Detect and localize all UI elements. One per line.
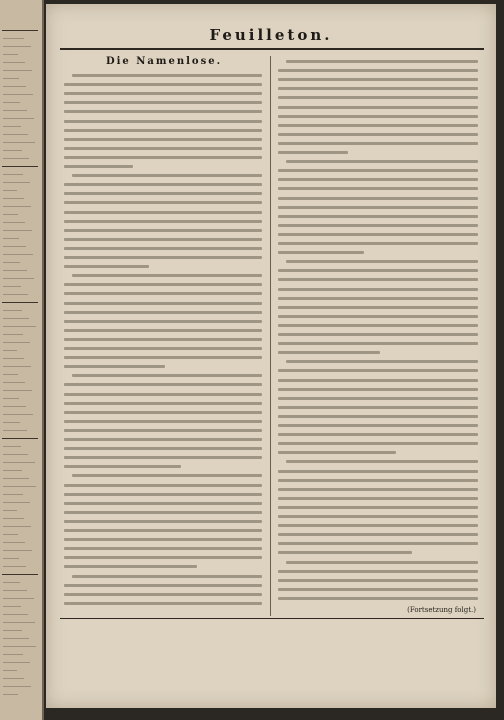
- text-line-placeholder: [278, 233, 478, 236]
- binding-text-fragment: [3, 694, 18, 695]
- binding-text-fragment: [3, 142, 35, 143]
- text-line-placeholder: [64, 438, 262, 441]
- text-line-placeholder: [64, 247, 262, 250]
- binding-text-fragment: [3, 446, 21, 447]
- binding-text-fragment: [3, 398, 19, 399]
- text-line-placeholder: [64, 292, 262, 295]
- text-line-placeholder: [64, 447, 262, 450]
- text-line-placeholder: [72, 374, 262, 377]
- binding-text-fragment: [3, 558, 19, 559]
- binding-text-fragment: [3, 646, 36, 647]
- binding-text-fragment: [3, 126, 21, 127]
- text-line-placeholder: [64, 120, 262, 123]
- text-line-placeholder: [278, 297, 478, 300]
- text-line-placeholder: [278, 224, 478, 227]
- text-line-placeholder: [64, 211, 262, 214]
- binding-text-fragment: [3, 286, 21, 287]
- text-line-placeholder: [64, 565, 197, 568]
- text-line-placeholder: [278, 269, 478, 272]
- binding-text-fragment: [3, 638, 29, 639]
- text-line-placeholder: [64, 311, 262, 314]
- text-line-placeholder: [278, 424, 478, 427]
- binding-text-fragment: [3, 582, 20, 583]
- text-line-placeholder: [64, 465, 181, 468]
- bound-volume-left-edge: [0, 0, 44, 720]
- text-line-placeholder: [64, 383, 262, 386]
- binding-text-fragment: [3, 270, 27, 271]
- text-line-placeholder: [64, 83, 262, 86]
- text-line-placeholder: [278, 497, 478, 500]
- binding-text-fragment: [3, 518, 24, 519]
- text-line-placeholder: [278, 178, 478, 181]
- text-line-placeholder: [278, 288, 478, 291]
- text-line-placeholder: [278, 524, 478, 527]
- binding-text-fragment: [3, 670, 17, 671]
- text-line-placeholder: [278, 115, 478, 118]
- section-heading: Feuilleton.: [209, 26, 333, 44]
- text-line-placeholder: [286, 60, 478, 63]
- text-line-placeholder: [64, 110, 262, 113]
- text-line-placeholder: [64, 92, 262, 95]
- binding-text-fragment: [3, 222, 25, 223]
- binding-text-fragment: [3, 478, 29, 479]
- text-line-placeholder: [278, 306, 478, 309]
- text-line-placeholder: [64, 165, 133, 168]
- column-divider: [270, 56, 271, 616]
- binding-text-fragment: [3, 566, 26, 567]
- binding-text-fragment: [3, 502, 30, 503]
- text-line-placeholder: [278, 215, 478, 218]
- text-line-placeholder: [278, 351, 380, 354]
- text-line-placeholder: [64, 156, 262, 159]
- binding-text-fragment: [2, 438, 38, 439]
- binding-text-fragment: [3, 334, 23, 335]
- text-line-placeholder: [64, 265, 149, 268]
- text-line-placeholder: [64, 320, 262, 323]
- binding-text-fragment: [3, 430, 27, 431]
- text-line-placeholder: [278, 533, 478, 536]
- binding-text-fragment: [3, 102, 20, 103]
- text-line-placeholder: [278, 151, 348, 154]
- text-line-placeholder: [278, 278, 478, 281]
- binding-text-fragment: [3, 262, 20, 263]
- binding-text-fragment: [3, 174, 23, 175]
- text-line-placeholder: [64, 493, 262, 496]
- text-line-placeholder: [72, 74, 262, 77]
- binding-text-fragment: [3, 182, 30, 183]
- text-line-placeholder: [286, 460, 478, 463]
- binding-text-fragment: [3, 494, 23, 495]
- binding-text-fragment: [3, 46, 31, 47]
- text-line-placeholder: [72, 575, 262, 578]
- text-line-placeholder: [64, 520, 262, 523]
- binding-text-fragment: [3, 294, 28, 295]
- binding-text-fragment: [3, 254, 33, 255]
- text-line-placeholder: [64, 584, 262, 587]
- binding-text-fragment: [2, 166, 38, 167]
- binding-text-fragment: [3, 190, 17, 191]
- text-line-placeholder: [64, 183, 262, 186]
- text-line-placeholder: [64, 538, 262, 541]
- text-line-placeholder: [278, 388, 478, 391]
- text-line-placeholder: [278, 87, 478, 90]
- text-line-placeholder: [278, 242, 478, 245]
- text-line-placeholder: [64, 192, 262, 195]
- binding-text-fragment: [3, 70, 32, 71]
- binding-text-fragment: [3, 350, 17, 351]
- text-line-placeholder: [278, 133, 478, 136]
- text-line-placeholder: [278, 78, 478, 81]
- text-line-placeholder: [278, 415, 478, 418]
- text-line-placeholder: [278, 488, 478, 491]
- text-line-placeholder: [72, 474, 262, 477]
- text-line-placeholder: [64, 147, 262, 150]
- binding-text-fragment: [3, 118, 34, 119]
- binding-text-fragment: [3, 622, 35, 623]
- text-line-placeholder: [278, 542, 478, 545]
- text-line-placeholder: [278, 597, 478, 600]
- text-line-placeholder: [64, 393, 262, 396]
- text-line-placeholder: [278, 187, 478, 190]
- text-line-placeholder: [278, 588, 478, 591]
- binding-text-fragment: [3, 326, 36, 327]
- binding-text-fragment: [3, 278, 34, 279]
- text-line-placeholder: [72, 274, 262, 277]
- text-line-placeholder: [64, 201, 262, 204]
- binding-text-fragment: [3, 62, 25, 63]
- text-line-placeholder: [64, 220, 262, 223]
- text-line-placeholder: [278, 333, 478, 336]
- text-line-placeholder: [64, 484, 262, 487]
- binding-text-fragment: [3, 206, 31, 207]
- binding-text-fragment: [3, 454, 28, 455]
- binding-text-fragment: [3, 110, 27, 111]
- text-line-placeholder: [64, 411, 262, 414]
- binding-text-fragment: [3, 78, 19, 79]
- binding-text-fragment: [3, 510, 17, 511]
- text-line-placeholder: [64, 365, 165, 368]
- text-line-placeholder: [278, 506, 478, 509]
- binding-text-fragment: [3, 598, 34, 599]
- text-line-placeholder: [64, 129, 262, 132]
- text-line-placeholder: [64, 338, 262, 341]
- binding-text-fragment: [3, 38, 24, 39]
- binding-text-fragment: [3, 686, 31, 687]
- text-line-placeholder: [278, 251, 364, 254]
- text-line-placeholder: [286, 160, 478, 163]
- text-line-placeholder: [278, 369, 478, 372]
- text-line-placeholder: [64, 429, 262, 432]
- text-line-placeholder: [278, 324, 478, 327]
- text-line-placeholder: [278, 406, 478, 409]
- page-footer-rule: [60, 618, 484, 619]
- text-line-placeholder: [278, 551, 412, 554]
- text-line-placeholder: [278, 342, 478, 345]
- binding-text-fragment: [2, 30, 38, 31]
- text-line-placeholder: [278, 169, 478, 172]
- text-line-placeholder: [286, 561, 478, 564]
- binding-text-fragment: [3, 54, 18, 55]
- text-line-placeholder: [278, 69, 478, 72]
- text-line-placeholder: [64, 356, 262, 359]
- text-line-placeholder: [64, 529, 262, 532]
- binding-text-fragment: [3, 614, 28, 615]
- binding-text-fragment: [3, 526, 31, 527]
- text-line-placeholder: [64, 556, 262, 559]
- text-line-placeholder: [278, 206, 478, 209]
- binding-text-fragment: [3, 422, 20, 423]
- text-line-placeholder: [64, 420, 262, 423]
- binding-text-fragment: [3, 230, 32, 231]
- text-line-placeholder: [278, 397, 478, 400]
- text-line-placeholder: [278, 315, 478, 318]
- binding-text-fragment: [2, 574, 38, 575]
- binding-text-fragment: [3, 310, 22, 311]
- binding-text-fragment: [3, 550, 32, 551]
- text-line-placeholder: [278, 106, 478, 109]
- text-line-placeholder: [64, 547, 262, 550]
- binding-text-fragment: [3, 342, 30, 343]
- binding-text-fragment: [2, 302, 38, 303]
- text-line-placeholder: [64, 302, 262, 305]
- text-line-placeholder: [278, 433, 478, 436]
- binding-text-fragment: [3, 150, 22, 151]
- text-line-placeholder: [64, 329, 262, 332]
- text-line-placeholder: [64, 138, 262, 141]
- binding-text-fragment: [3, 414, 33, 415]
- binding-text-fragment: [3, 134, 28, 135]
- binding-text-fragment: [3, 486, 36, 487]
- binding-text-fragment: [3, 406, 26, 407]
- text-line-placeholder: [286, 260, 478, 263]
- binding-text-fragment: [3, 678, 24, 679]
- binding-text-fragment: [3, 382, 25, 383]
- text-line-placeholder: [278, 124, 478, 127]
- text-line-placeholder: [278, 451, 396, 454]
- binding-text-fragment: [3, 390, 32, 391]
- binding-text-fragment: [3, 606, 21, 607]
- binding-text-fragment: [3, 198, 24, 199]
- newspaper-page: [46, 4, 496, 708]
- text-line-placeholder: [64, 402, 262, 405]
- binding-text-fragment: [3, 542, 25, 543]
- text-line-placeholder: [64, 602, 262, 605]
- binding-text-fragment: [3, 358, 24, 359]
- text-line-placeholder: [64, 511, 262, 514]
- binding-text-fragment: [3, 462, 35, 463]
- binding-text-fragment: [3, 246, 26, 247]
- text-line-placeholder: [72, 174, 262, 177]
- binding-text-fragment: [3, 590, 27, 591]
- continued-note: (Fortsetzung folgt.): [407, 606, 476, 614]
- text-line-placeholder: [64, 502, 262, 505]
- text-line-placeholder: [278, 96, 478, 99]
- text-line-placeholder: [64, 283, 262, 286]
- binding-text-fragment: [3, 654, 23, 655]
- binding-text-fragment: [3, 214, 18, 215]
- binding-text-fragment: [3, 662, 30, 663]
- binding-text-fragment: [3, 94, 33, 95]
- text-line-placeholder: [286, 360, 478, 363]
- text-line-placeholder: [278, 570, 478, 573]
- binding-text-fragment: [3, 318, 29, 319]
- heading-rule: [60, 48, 484, 50]
- binding-text-fragment: [3, 86, 26, 87]
- binding-text-fragment: [3, 630, 22, 631]
- binding-text-fragment: [3, 238, 19, 239]
- text-line-placeholder: [64, 238, 262, 241]
- text-line-placeholder: [278, 579, 478, 582]
- text-line-placeholder: [64, 256, 262, 259]
- binding-text-fragment: [3, 158, 29, 159]
- text-line-placeholder: [64, 101, 262, 104]
- text-line-placeholder: [64, 229, 262, 232]
- text-line-placeholder: [278, 470, 478, 473]
- binding-text-fragment: [3, 534, 18, 535]
- text-line-placeholder: [278, 197, 478, 200]
- text-line-placeholder: [278, 379, 478, 382]
- binding-text-fragment: [3, 374, 18, 375]
- text-line-placeholder: [278, 515, 478, 518]
- binding-text-fragment: [3, 470, 22, 471]
- text-line-placeholder: [64, 456, 262, 459]
- text-line-placeholder: [64, 347, 262, 350]
- text-line-placeholder: [278, 479, 478, 482]
- text-line-placeholder: [278, 442, 478, 445]
- story-title: Die Namenlose.: [105, 56, 223, 67]
- text-line-placeholder: [278, 142, 478, 145]
- text-line-placeholder: [64, 593, 262, 596]
- binding-text-fragment: [3, 366, 31, 367]
